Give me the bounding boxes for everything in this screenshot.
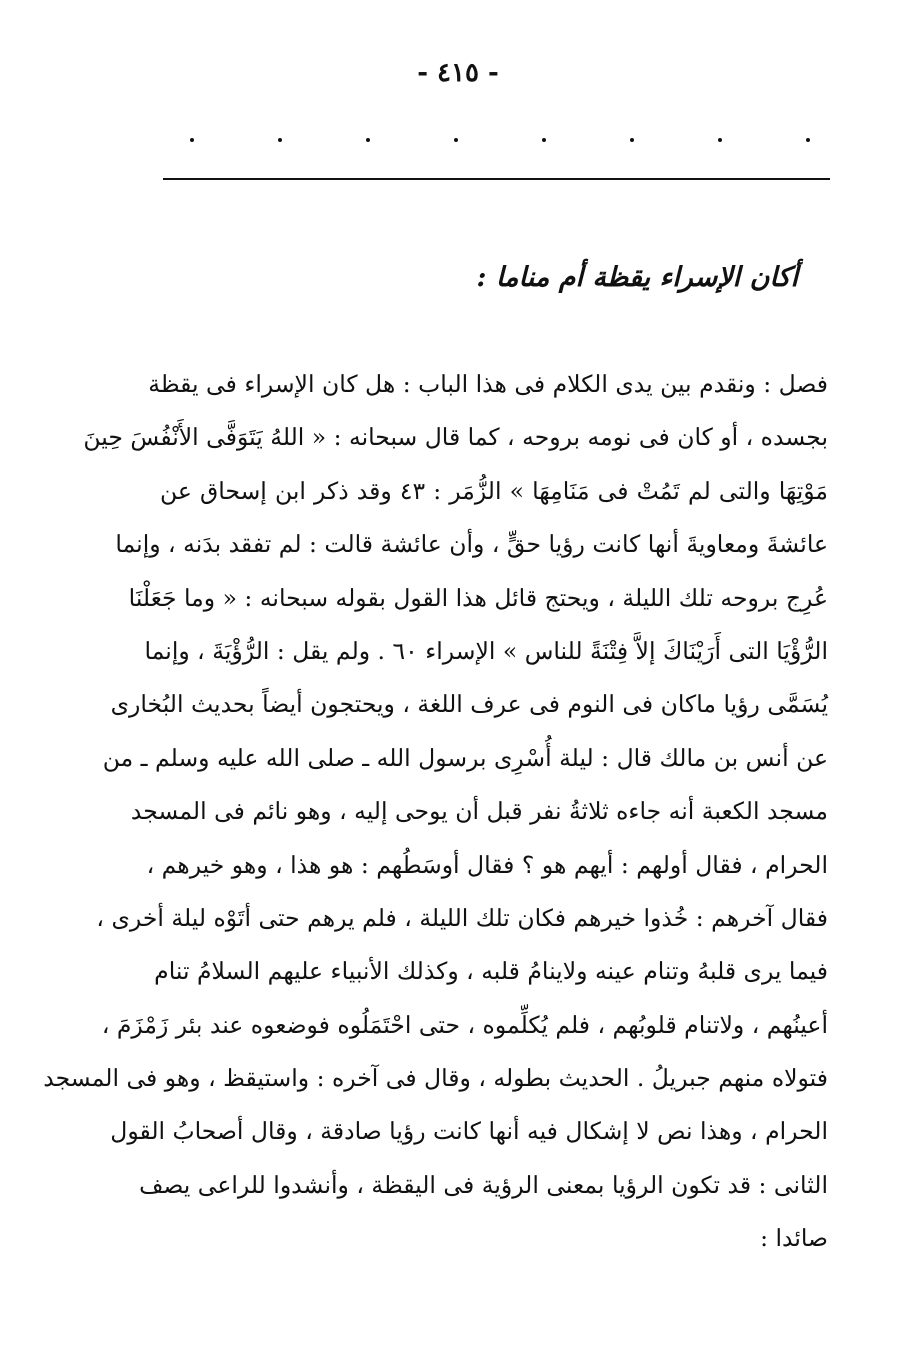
text-line: يُسَمَّى رؤيا ماكان فى النوم فى عرف اللغة ، ويحتجون أيضاً بحديث البُخارى bbox=[110, 690, 828, 719]
dot bbox=[718, 138, 722, 142]
header-rule bbox=[163, 178, 830, 180]
dot bbox=[366, 138, 370, 142]
text-line: فتولاه منهم جبريلُ . الحديث بطوله ، وقال فى آخره : واستيقظ ، وهو فى المسجد bbox=[43, 1064, 828, 1093]
text-line: مسجد الكعبة أنه جاءه ثلاثةُ نفر قبل أن يوحى إليه ، وهو نائم فى المسجد bbox=[130, 797, 828, 826]
text-line: عن أنس بن مالك قال : ليلة أُسْرِى برسول الله ـ صلى الله عليه وسلم ـ من bbox=[102, 743, 828, 772]
text-line: الحرام ، وهذا نص لا إشكال فيه أنها كانت رؤيا صادقة ، وقال أصحابُ القول bbox=[110, 1117, 828, 1146]
dot bbox=[542, 138, 546, 142]
text-line: أعينُهم ، ولاتنام قلوبُهم ، فلم يُكلِّموه ، حتى احْتَمَلُوه فوضعوه عند بئر زَمْزَمَ ، bbox=[101, 1010, 828, 1039]
dot bbox=[454, 138, 458, 142]
text-line: فقال آخرهم : خُذوا خيرهم فكان تلك الليلة ، فلم يرهم حتى أتَوْه ليلة أخرى ، bbox=[96, 903, 828, 932]
decorative-dots bbox=[190, 138, 810, 142]
dot bbox=[190, 138, 194, 142]
dot bbox=[278, 138, 282, 142]
body-paragraph bbox=[43, 358, 828, 1266]
text-line: الرُّؤْيَا التى أَرَيْنَاكَ إلاَّ فِتْنَةً للناس » الإسراء ٦٠ . ولم يقل : الرُّؤْيَةَ ، وإنما bbox=[144, 636, 828, 665]
text-line: بجسده ، أو كان فى نومه بروحه ، كما قال سبحانه : « اللهُ يَتَوَفَّى الأَنْفُسَ حِينَ bbox=[83, 423, 828, 452]
text-line: عائشةَ ومعاويةَ أنها كانت رؤيا حقٍّ ، وأن عائشة قالت : لم تفقد بدَنه ، وإنما bbox=[115, 530, 828, 559]
section-heading: أكان الإسراء يقظة أم مناما : bbox=[476, 262, 798, 293]
text-line: عُرِج بروحه تلك الليلة ، ويحتج قائل هذا القول بقوله سبحانه : « وما جَعَلْنَا bbox=[128, 583, 828, 612]
text-line: فصل : ونقدم بين يدى الكلام فى هذا الباب : هل كان الإسراء فى يقظة bbox=[148, 370, 828, 398]
page-number: - ٤١٥ - bbox=[417, 58, 499, 88]
text-line: فيما يرى قلبهُ وتنام عينه ولاينامُ قلبه ، وكذلك الأنبياء عليهم السلامُ تنام bbox=[154, 957, 828, 986]
dot bbox=[630, 138, 634, 142]
dot bbox=[806, 138, 810, 142]
text-line: الثانى : قد تكون الرؤيا بمعنى الرؤية فى اليقظة ، وأنشدوا للراعى يصف bbox=[139, 1170, 828, 1199]
text-line: الحرام ، فقال أولهم : أيهم هو ؟ فقال أوسَطُهم : هو هذا ، وهو خيرهم ، bbox=[146, 850, 828, 879]
text-line: صائدا : bbox=[760, 1224, 828, 1253]
text-line: مَوْتِهَا والتى لم تَمُتْ فى مَنَامِهَا » الزُّمَر : ٤٣ وقد ذكر ابن إسحاق عن bbox=[160, 476, 828, 505]
